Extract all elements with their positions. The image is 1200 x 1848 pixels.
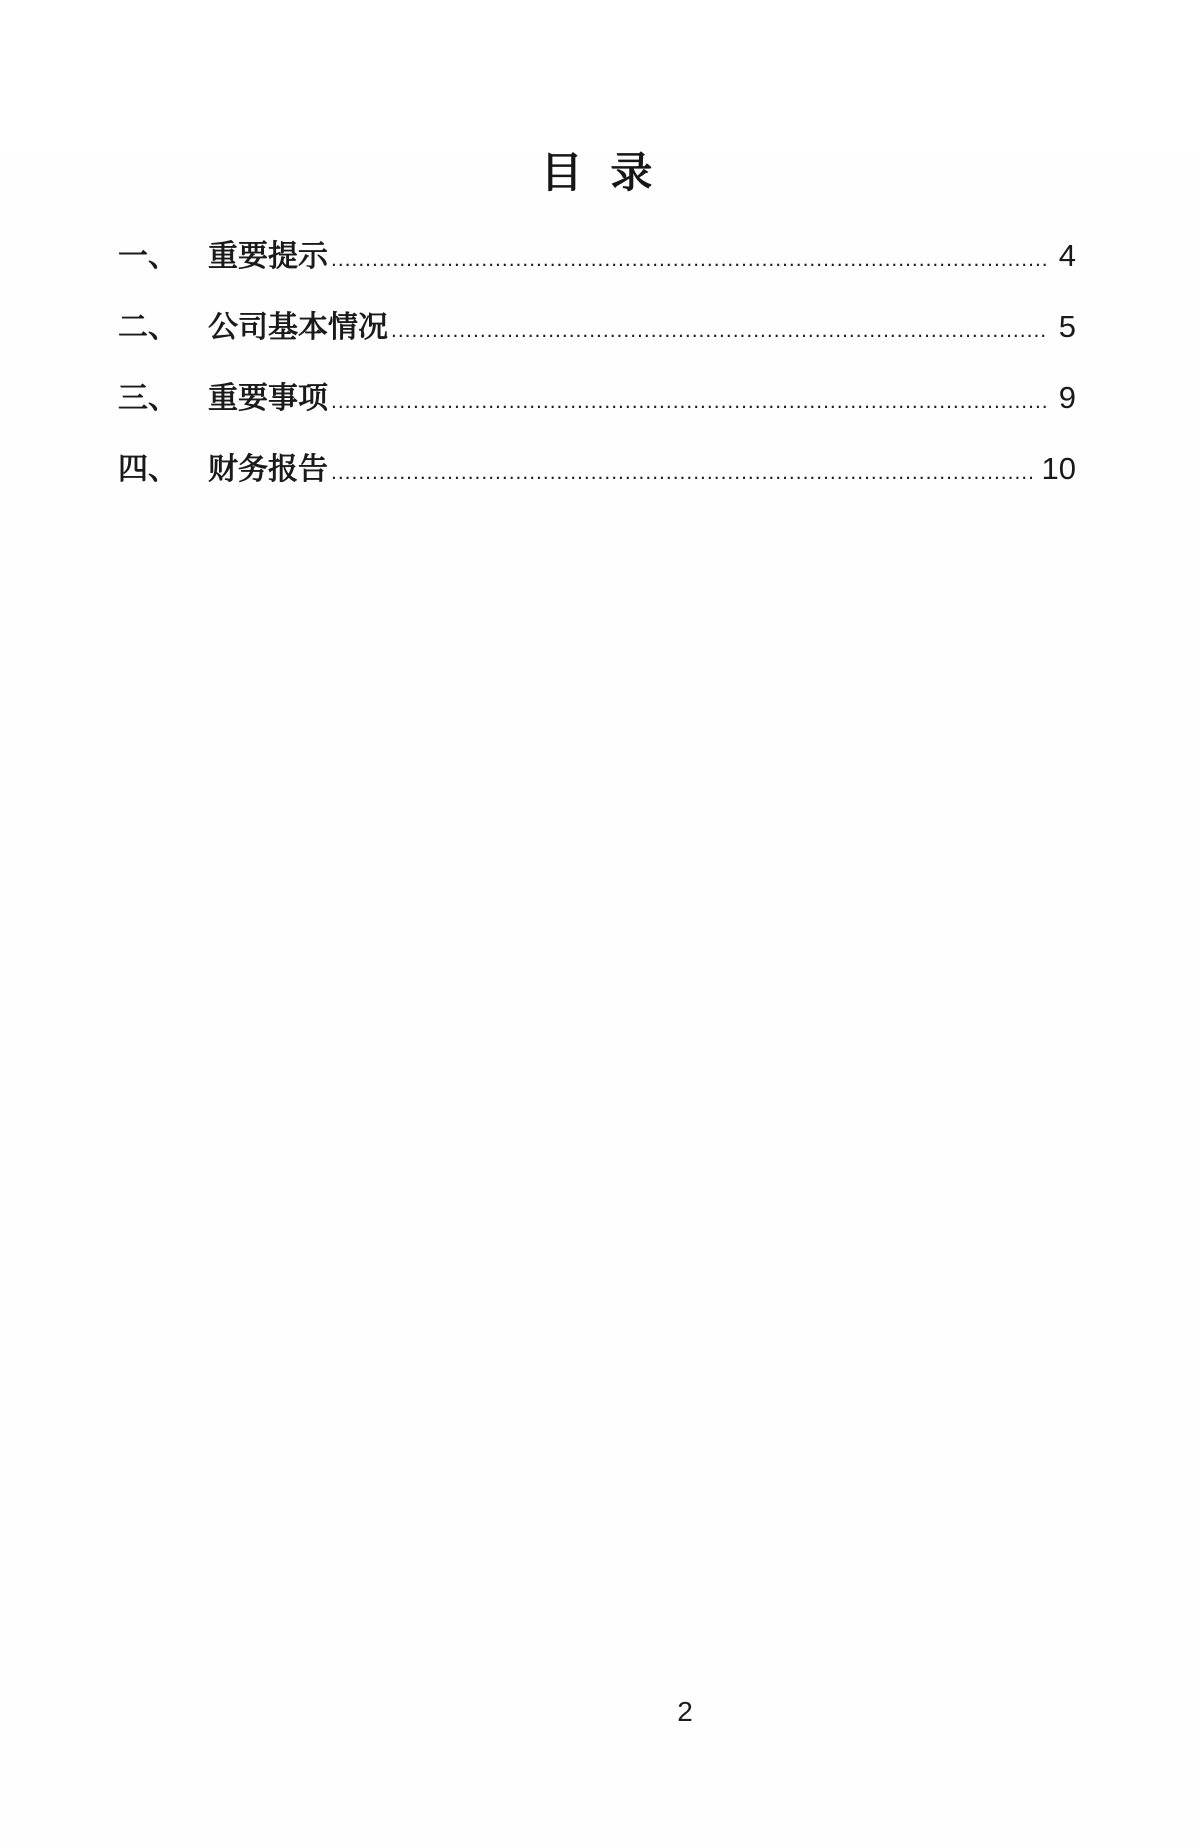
toc-entry-label: 重要事项 bbox=[208, 382, 328, 415]
toc-entry-label: 重要提示 bbox=[208, 240, 328, 273]
page-title: 目 录 bbox=[540, 149, 654, 196]
toc-entry-important-notice bbox=[118, 222, 1076, 293]
toc-entry-label: 公司基本情况 bbox=[208, 311, 388, 344]
dot-leader bbox=[391, 297, 1049, 364]
toc-entry-page-number: 4 bbox=[1058, 238, 1076, 273]
dot-leader bbox=[331, 226, 1049, 293]
toc-entry-page-number: 9 bbox=[1058, 380, 1076, 415]
toc-entry-number: 三、 bbox=[118, 382, 178, 415]
toc-entry-label: 财务报告 bbox=[208, 453, 328, 486]
table-of-contents bbox=[118, 222, 1076, 506]
toc-entry-number: 四、 bbox=[118, 453, 178, 486]
toc-entry-significant-events bbox=[118, 364, 1076, 435]
dot-leader bbox=[331, 439, 1032, 506]
toc-entry-number: 二、 bbox=[118, 311, 178, 344]
toc-entry-company-profile bbox=[118, 293, 1076, 364]
toc-entry-financial-report bbox=[118, 435, 1076, 506]
footer-page-number: 2 bbox=[677, 1696, 693, 1727]
dot-leader bbox=[331, 368, 1049, 435]
toc-entry-number: 一、 bbox=[118, 240, 178, 273]
document-page bbox=[0, 149, 1200, 1848]
toc-entry-page-number: 5 bbox=[1058, 309, 1076, 344]
toc-entry-page-number: 10 bbox=[1041, 451, 1076, 486]
